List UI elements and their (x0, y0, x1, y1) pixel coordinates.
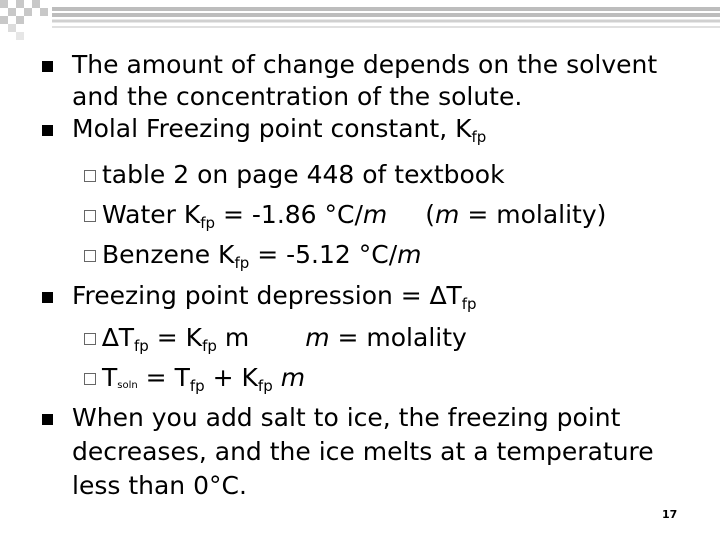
hollow-square-bullet-icon (84, 373, 96, 385)
sub-item-delta-equation: $\Delta T_{fp} = K_{fp}$ m m = molality (84, 323, 467, 361)
bullet-4-line-1: When you add salt to ice, the freezing point (72, 403, 621, 432)
bullet-2-text: Molal Freezing point constant, $K_{fp}$ (72, 114, 487, 146)
bullet-4-line-2: decreases, and the ice melts at a temperature (72, 437, 654, 466)
delta-symbol: ∆ (429, 281, 447, 310)
sub-item-table: table 2 on page 448 of textbook (84, 160, 505, 190)
page-number: 17 (662, 508, 678, 521)
bullet-marker (42, 125, 53, 136)
header-stripe-decoration (52, 0, 720, 34)
bullet-1-line-2: and the concentration of the solute. (72, 82, 523, 111)
sub-item-water: Water $K_{fp} = -1.86$ °C/m (m = molality) (84, 200, 606, 238)
bullet-4-line-3: less than 0°C. (72, 471, 247, 500)
hollow-square-bullet-icon (84, 170, 96, 182)
bullet-3-text: Freezing point depression = $\Delta T_{fp}$ (72, 281, 477, 313)
hollow-square-bullet-icon (84, 210, 96, 222)
sub-item-tsoln-equation: $Tsoln = T_{fp} + K_{fp}$ m (84, 363, 305, 401)
bullet-marker (42, 414, 53, 425)
hollow-square-bullet-icon (84, 250, 96, 262)
bullet-marker (42, 61, 53, 72)
bullet-1-line-1: The amount of change depends on the solvent (72, 50, 658, 79)
delta-symbol: ∆ (102, 323, 119, 352)
bullet-marker (42, 292, 53, 303)
sub-item-benzene: Benzene $K_{fp} = -5.12$ °C/m (84, 240, 421, 278)
corner-checker-decoration (0, 0, 56, 40)
hollow-square-bullet-icon (84, 333, 96, 345)
